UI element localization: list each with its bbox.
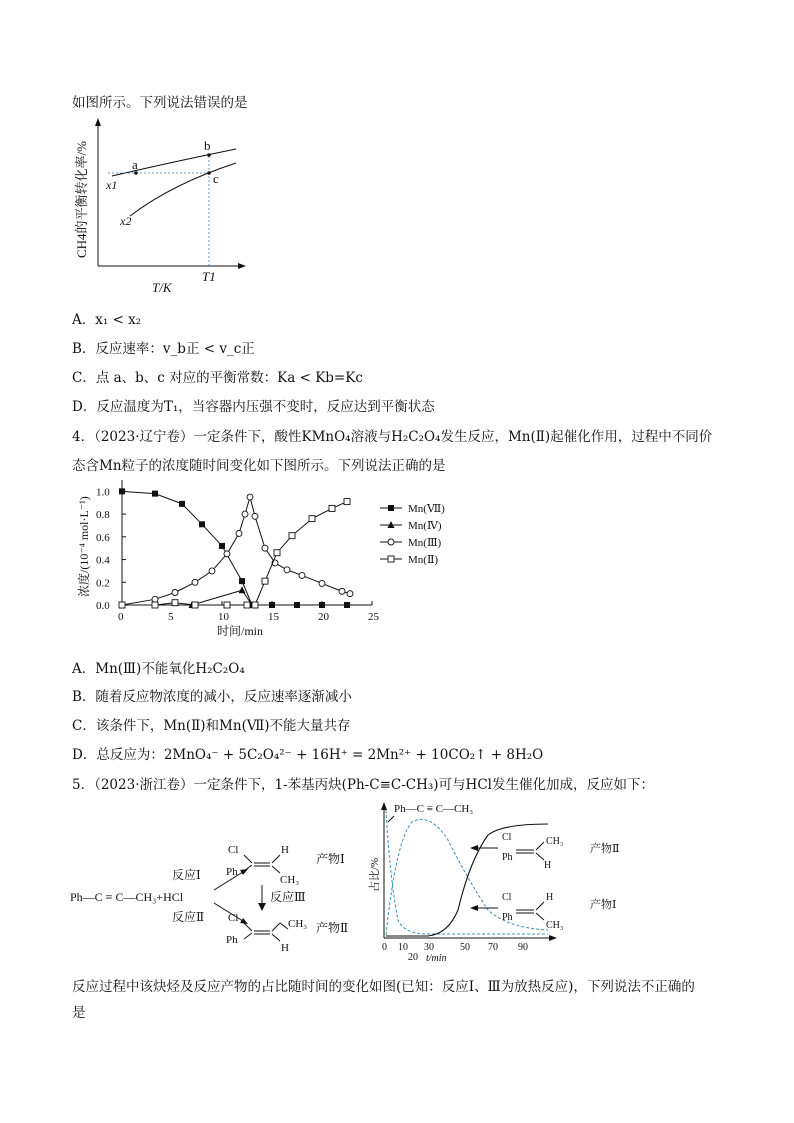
svg-text:10: 10 [398, 942, 408, 953]
svg-text:0: 0 [382, 942, 387, 953]
point-b [207, 153, 211, 157]
svg-text:Ph: Ph [226, 866, 238, 878]
y-tick-label: 0.8 [96, 509, 110, 522]
q3-option-b: B．反应速率：v_b正 < v_c正 [72, 341, 255, 357]
y-tick-label: 0.2 [96, 577, 110, 590]
data-point-2 [152, 596, 158, 602]
product-1-label: 产物Ⅰ [316, 852, 345, 866]
svg-text:Cl: Cl [228, 912, 239, 924]
svg-text:Cl: Cl [502, 832, 512, 843]
data-point-2 [209, 568, 215, 574]
x-tick-label: 10 [218, 611, 229, 623]
legend-marker-3 [388, 556, 394, 562]
q4-option-d: D．总反应为：2MnO₄⁻ + 5C₂O₄²⁻ + 16H⁺ = 2Mn²⁺ + 10CO₂↑ + 8H₂O [72, 747, 544, 763]
svg-text:H: H [281, 942, 289, 954]
svg-text:Ph: Ph [226, 934, 238, 946]
x-axis-label: 时间/min [217, 624, 264, 638]
label-t1: T1 [202, 269, 216, 284]
svg-text:CH₃: CH₃ [546, 920, 564, 931]
data-point-3 [152, 602, 158, 608]
q4-stem-line1: 4．（2023·辽宁卷）一定条件下，酸性KMnO₄溶液与H₂C₂O₄发生反应，Mn(Ⅱ)起催化作用，过程中不同价 [72, 429, 713, 445]
svg-text:90: 90 [518, 942, 528, 953]
data-point-2 [347, 591, 353, 597]
data-point-3 [119, 602, 125, 608]
q4-option-c: C．该条件下，Mn(Ⅱ)和Mn(Ⅶ)不能大量共存 [72, 718, 351, 734]
data-point-3 [309, 516, 315, 522]
data-point-2 [262, 545, 268, 551]
data-point-2 [319, 580, 325, 586]
q5-stem-line1: 5．（2023·浙江卷）一定条件下，1-苯基丙炔(Ph-C≡C-CH₃)可与HCl发生催化加成，反应如下： [72, 777, 654, 793]
q5-tail-line2: 是 [72, 1005, 86, 1021]
data-point-0 [239, 578, 245, 584]
data-point-0 [269, 602, 275, 608]
legend-label-0: Mn(Ⅶ) [408, 503, 445, 515]
data-point-2 [339, 588, 345, 594]
product-2-label: 产物Ⅱ [316, 921, 349, 935]
x-tick-label: 5 [168, 611, 174, 623]
q5-tail-line1: 反应过程中该炔烃及反应产物的占比随时间的变化如图(已知：反应Ⅰ、Ⅲ为放热反应)，下列说法不正确的 [72, 979, 695, 995]
data-point-2 [192, 579, 198, 585]
svg-text:CH₃: CH₃ [546, 836, 564, 847]
data-point-3 [329, 505, 335, 511]
label-x2: x2 [120, 214, 132, 228]
svg-text:H: H [281, 844, 289, 856]
data-point-0 [294, 602, 300, 608]
data-point-0 [344, 602, 350, 608]
svg-text:Ph: Ph [502, 852, 513, 863]
reaction-2-label: 反应Ⅱ [172, 910, 205, 924]
data-point-3 [262, 578, 268, 584]
svg-text:50: 50 [460, 942, 470, 953]
svg-text:t/min: t/min [426, 953, 447, 964]
svg-text:H: H [544, 860, 552, 871]
data-point-3 [289, 533, 295, 539]
data-point-0 [199, 521, 205, 527]
data-point-0 [219, 543, 225, 549]
svg-text:CH₃: CH₃ [288, 918, 308, 930]
svg-text:占比/%: 占比/% [369, 857, 381, 892]
y-tick-label: 0.4 [96, 554, 110, 567]
data-point-2 [224, 551, 230, 557]
data-point-3 [224, 602, 230, 608]
fig3-p2-label: 产物Ⅱ [590, 843, 620, 855]
data-point-2 [236, 530, 242, 536]
data-point-3 [172, 600, 178, 606]
data-point-3 [344, 499, 350, 505]
data-point-0 [179, 501, 185, 507]
series-line-2 [122, 497, 350, 605]
x-tick-label: 20 [318, 611, 329, 623]
svg-text:CH₃: CH₃ [280, 874, 300, 886]
svg-text:Ph: Ph [502, 912, 513, 923]
product-share-chart [368, 800, 678, 966]
conversion-figure [72, 116, 262, 296]
svg-text:Cl: Cl [228, 844, 239, 856]
fig3-p1-label: 产物Ⅰ [590, 899, 617, 911]
data-point-0 [152, 491, 158, 497]
reaction-scheme [66, 805, 366, 965]
intro-text: 如图所示。下列说法错误的是 [72, 95, 248, 111]
curve-x2 [130, 163, 236, 216]
svg-text:30: 30 [424, 942, 434, 953]
data-point-2 [242, 511, 248, 517]
data-point-0 [119, 488, 125, 494]
data-point-2 [172, 590, 178, 596]
legend-marker-2 [388, 539, 394, 545]
label-b: b [204, 138, 211, 153]
data-point-3 [244, 602, 250, 608]
legend-label-2: Mn(Ⅲ) [408, 537, 442, 549]
x-tick-label: 0 [118, 611, 124, 623]
q3-option-a: A．x₁ < x₂ [72, 312, 142, 328]
y-tick-label: 0.6 [96, 531, 110, 544]
data-point-3 [274, 550, 280, 556]
fig1-x-label: T/K [152, 280, 172, 295]
data-point-2 [252, 513, 258, 519]
x-tick-label: 15 [268, 611, 279, 623]
legend-marker-0 [388, 505, 394, 511]
data-point-3 [252, 602, 258, 608]
data-point-3 [192, 602, 198, 608]
q3-option-d: D．反应温度为T₁，当容器内压强不变时，反应达到平衡状态 [72, 399, 435, 415]
series-line-0 [122, 491, 347, 605]
y-tick-label: 0.0 [96, 600, 110, 612]
q3-option-c: C．点 a、b、c 对应的平衡常数：Ka < Kb=Kc [72, 370, 363, 386]
q4-option-b: B．随着反应物浓度的减小，反应速率逐渐减小 [72, 689, 352, 705]
reaction-3-label: 反应Ⅲ [270, 890, 306, 904]
data-point-2 [247, 494, 253, 500]
q4-stem-line2: 态含Mn粒子的浓度随时间变化如下图所示。下列说法正确的是 [72, 458, 446, 474]
fig1-y-label: CH4的平衡转化率/% [74, 140, 89, 258]
data-point-0 [319, 602, 325, 608]
y-tick-label: 1.0 [96, 486, 110, 499]
svg-text:20: 20 [408, 952, 418, 963]
legend-label-3: Mn(Ⅱ) [408, 554, 439, 566]
reaction-1-label: 反应Ⅰ [172, 868, 201, 882]
point-c [207, 171, 211, 175]
mn-concentration-chart [72, 480, 492, 655]
data-point-2 [284, 567, 290, 573]
legend-label-1: Mn(Ⅳ) [408, 520, 442, 532]
label-a: a [132, 157, 138, 172]
q4-option-a: A．Mn(Ⅲ)不能氧化H₂C₂O₄ [72, 661, 245, 677]
svg-text:70: 70 [488, 942, 498, 953]
data-point-2 [299, 572, 305, 578]
label-x1: x1 [106, 178, 118, 192]
label-c: c [213, 171, 219, 186]
x-tick-label: 25 [368, 611, 379, 623]
svg-text:Ph—C ≡ C—CH₃: Ph—C ≡ C—CH₃ [394, 803, 474, 815]
svg-text:H: H [546, 892, 554, 903]
series-line-1 [122, 590, 252, 605]
svg-text:Cl: Cl [502, 892, 512, 903]
y-axis-label: 浓度/(10⁻⁴ mol·L⁻¹) [77, 496, 91, 597]
reactant-label: Ph—C ≡ C—CH₃+HCl [70, 890, 184, 904]
